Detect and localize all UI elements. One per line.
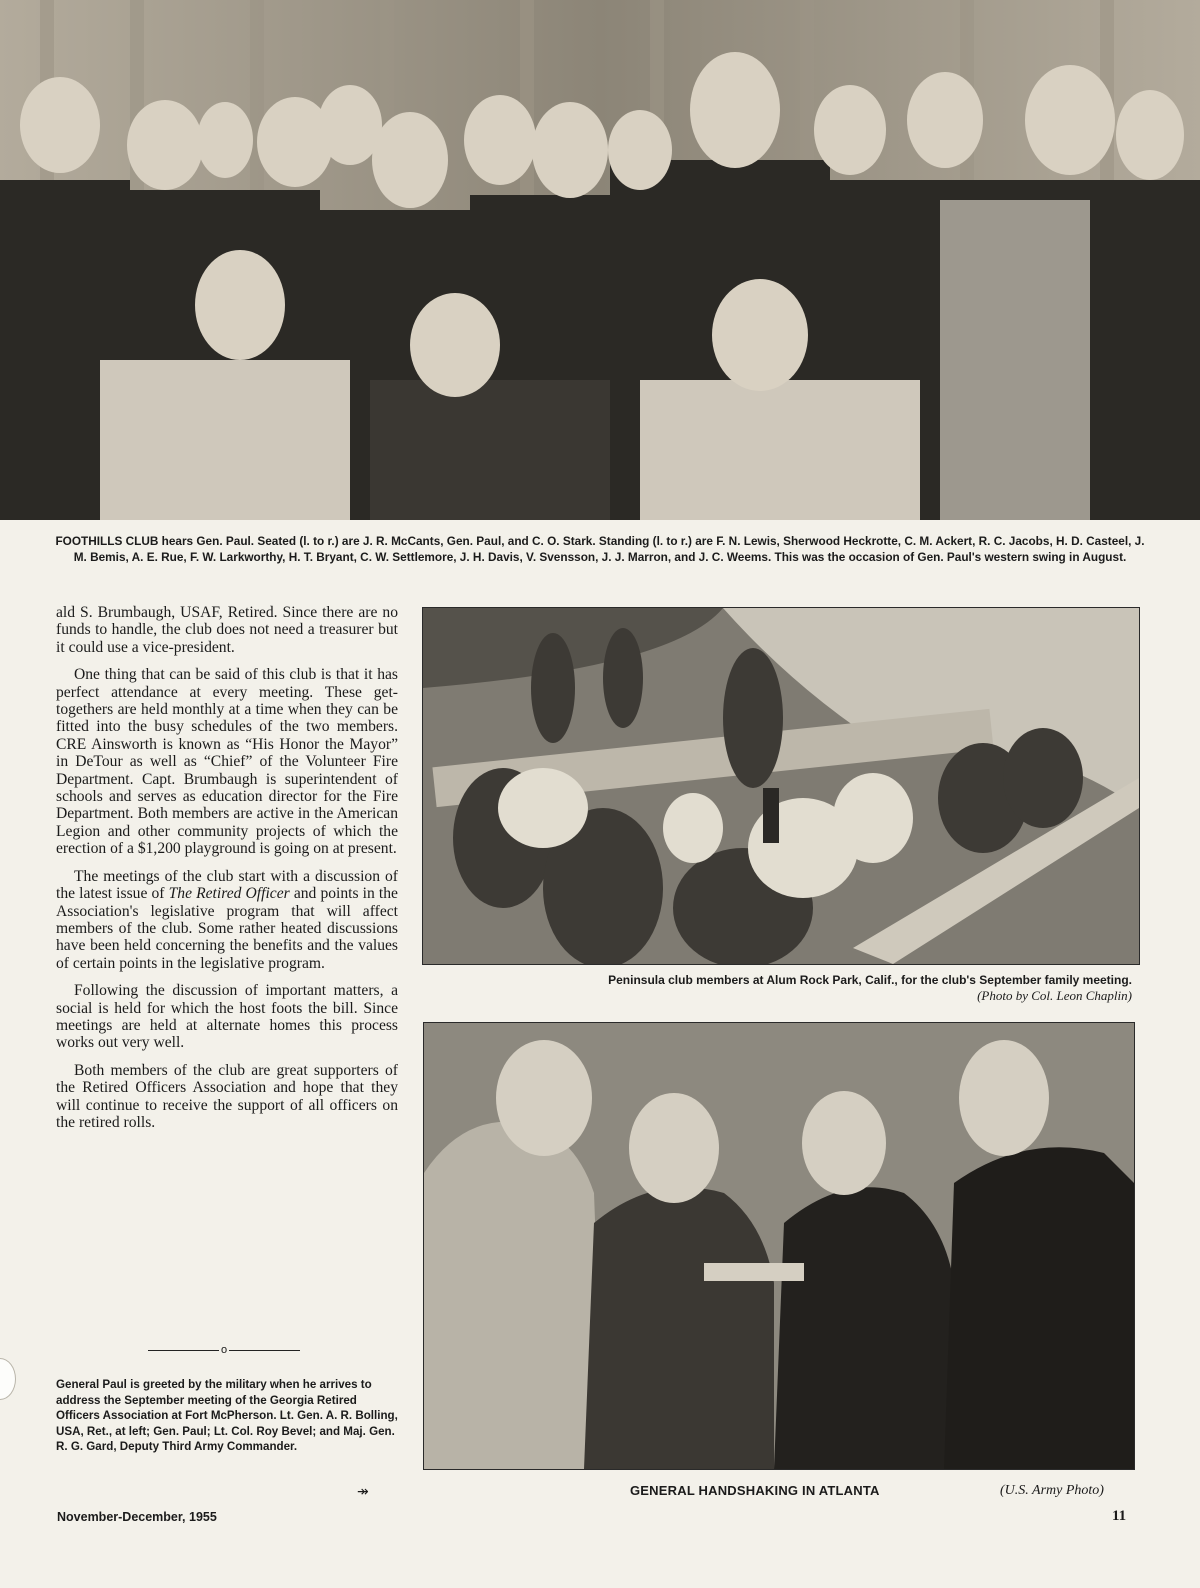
issue-date: November-December, 1955 bbox=[57, 1510, 217, 1524]
foothills-club-caption: FOOTHILLS CLUB hears Gen. Paul. Seated (l. to r.) are J. R. McCants, Gen. Paul, and C. O. Stark. Standing (l. to r.) are F. N. Lewis, Sherwood Heckrotte, C. M. Ackert, R. C. Jacobs, H. D. Casteel, J. M. Bemis, A. E. Rue, F. W. Larkworthy, H. T. Bryant, C. W. Settlemore, J. H. Davis, V. Svensson, J. J. Marron, and J. C. Weems. This was the occasion of Gen. Paul's western swing in August. bbox=[55, 534, 1145, 564]
divider-mark: o bbox=[220, 1344, 228, 1356]
picnic-photo-caption: Peninsula club members at Alum Rock Park, Calif., for the club's September family meeting. bbox=[608, 973, 1132, 987]
handshake-photo-caption: GENERAL HANDSHAKING IN ATLANTA bbox=[630, 1483, 880, 1498]
foothills-club-photo bbox=[0, 0, 1200, 520]
article-paragraph-start: The meetings of the club start with a discussion of the latest issue of bbox=[56, 867, 398, 903]
continue-arrow-icon: ↠ bbox=[357, 1484, 369, 1500]
handshake-photo-credit: (U.S. Army Photo) bbox=[1000, 1483, 1104, 1498]
divider-rule bbox=[148, 1350, 219, 1351]
peninsula-club-picnic-photo bbox=[422, 607, 1140, 965]
atlanta-handshake-photo bbox=[423, 1022, 1135, 1470]
article-paragraph-end: and points in the Association's legislative program that will affect members of the club. Some rather heated discussions have been held concerning the benefits and the values of certain points in the legislative program. bbox=[56, 885, 398, 972]
article-text bbox=[56, 604, 398, 1141]
picnic-photo-credit: (Photo by Col. Leon Chaplin) bbox=[977, 988, 1132, 1003]
article-paragraph: ald S. Brumbaugh, USAF, Retired. Since there are no funds to handle, the club does not need a treasurer but it could use a vice-president. bbox=[56, 604, 398, 656]
page-number: 11 bbox=[1112, 1508, 1127, 1524]
magazine-title: The Retired Officer bbox=[168, 885, 290, 903]
divider-rule bbox=[229, 1350, 300, 1351]
atlanta-photo-side-caption: General Paul is greeted by the military when he arrives to address the September meeting of the Georgia Retired Officers Association at Fort McPherson. Lt. Gen. A. R. Bolling, USA, Ret., at left; Gen. Paul; Lt. Col. Roy Bevel; and Maj. Gen. R. G. Gard, Deputy Third Army Commander. bbox=[56, 1378, 398, 1454]
binder-hole bbox=[0, 1358, 16, 1400]
article-paragraph: Both members of the club are great supporters of the Retired Officers Association and hope that they will continue to receive the support of all officers on the retired rolls. bbox=[56, 1061, 398, 1131]
article-paragraph bbox=[56, 868, 398, 972]
section-divider bbox=[148, 1344, 300, 1356]
article-paragraph: Following the discussion of important matters, a social is held for which the host foots the bill. Since meetings are held at alternate homes this process works out very well. bbox=[56, 982, 398, 1052]
article-paragraph: One thing that can be said of this club is that it has perfect attendance at every meeting. These get-togethers are held monthly at a time when they can be fitted into the busy schedules of the two members. CRE Ainsworth is known as “His Honor the Mayor” in DeTour as well as “Chief” of the Volunteer Fire Department. Capt. Brumbaugh is superintendent of schools and serves as education director for the Fire Department. Both members are active in the American Legion and other community projects of which the erection of a $1,200 playground is going on at present. bbox=[56, 666, 398, 858]
